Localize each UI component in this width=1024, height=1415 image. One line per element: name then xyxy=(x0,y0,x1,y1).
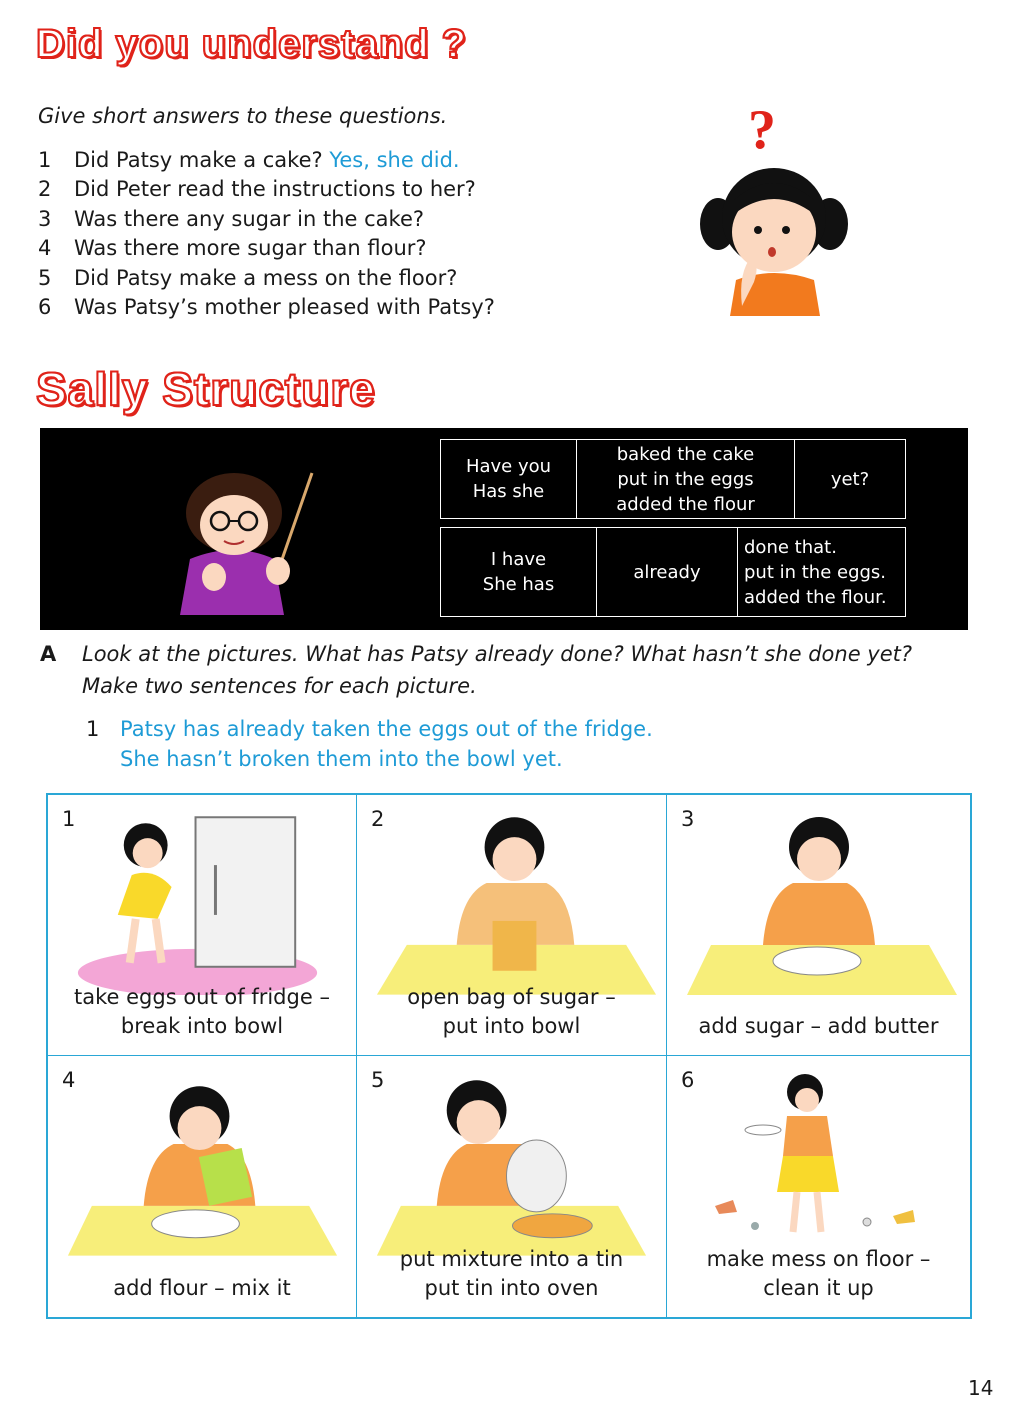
picture-number: 3 xyxy=(681,807,695,831)
caption-line: clean it up xyxy=(763,1276,874,1300)
example-sentence: She hasn’t broken them into the bowl yet. xyxy=(120,747,563,771)
question-text: Was there any sugar in the cake? xyxy=(74,206,425,231)
cell-line: done that. xyxy=(744,536,837,558)
question-item xyxy=(38,205,495,234)
cell-line: already xyxy=(633,561,701,583)
section-title-sally-structure: Sally Structure xyxy=(36,363,376,415)
example-number: 1 xyxy=(86,717,100,741)
cell-line: Has she xyxy=(472,481,545,502)
picture-cell xyxy=(357,795,667,1056)
cell-line: added the flour xyxy=(616,493,755,515)
caption-line: add sugar – add butter xyxy=(698,1014,939,1038)
cell-line: put in the eggs xyxy=(617,468,754,490)
caption-line: break into bowl xyxy=(120,1014,284,1038)
caption-line: add flour – mix it xyxy=(113,1276,291,1300)
caption-line: make mess on floor – xyxy=(706,1247,931,1271)
example-line xyxy=(86,714,653,744)
page-number: 14 xyxy=(968,1376,994,1400)
table-cell xyxy=(795,440,905,518)
picture-caption xyxy=(667,1245,970,1303)
question-text: Did Peter read the instructions to her? xyxy=(74,177,476,202)
questions-instruction: Give short answers to these questions. xyxy=(38,104,448,128)
picture-number: 5 xyxy=(371,1068,385,1092)
picture-cell xyxy=(667,795,970,1056)
picture-caption xyxy=(357,983,666,1041)
svg-text:?: ? xyxy=(748,99,776,161)
picture-cell xyxy=(667,1056,970,1317)
example-line xyxy=(86,744,653,774)
example-answer xyxy=(86,714,653,774)
exercise-instruction: Look at the pictures. What has Patsy already done? What hasn’t she done yet? Make two sentences for each picture. xyxy=(82,642,913,698)
question-text: Was there more sugar than flour? xyxy=(74,236,427,261)
caption-line: open bag of sugar – xyxy=(407,985,616,1009)
adding-sugar-scene-picture xyxy=(667,795,970,995)
cell-lines xyxy=(616,442,755,517)
cell-line: yet? xyxy=(830,468,870,490)
picture-caption xyxy=(357,1245,666,1303)
question-number: 3 xyxy=(38,206,52,231)
cell-line: She has xyxy=(482,574,555,595)
question-text: Was Patsy’s mother pleased with Patsy? xyxy=(74,295,495,320)
question-number: 2 xyxy=(38,177,52,202)
question-item xyxy=(38,293,495,322)
cell-lines xyxy=(466,454,551,504)
section-title-did-you-understand: Did you understand ? xyxy=(36,22,468,66)
caption-line: put into bowl xyxy=(442,1014,581,1038)
question-number: 1 xyxy=(38,148,52,172)
question-number: 5 xyxy=(38,265,52,290)
caption-line: put mixture into a tin xyxy=(399,1247,624,1271)
picture-number: 1 xyxy=(62,807,76,831)
cell-lines xyxy=(483,547,554,597)
fridge-scene-picture xyxy=(48,795,356,995)
sally-teacher-illustration xyxy=(150,455,320,615)
thinking-girl-illustration xyxy=(690,96,860,316)
cell-line: added the flour. xyxy=(744,586,887,608)
picture-caption xyxy=(667,1012,970,1041)
cell-lines xyxy=(744,535,887,610)
question-item xyxy=(38,264,495,293)
exercise-letter: A xyxy=(40,642,57,666)
question-text: Did Patsy make a mess on the floor? xyxy=(74,265,458,290)
question-text: Did Patsy make a cake? xyxy=(74,148,323,172)
table-cell xyxy=(441,440,577,518)
sugar-bag-scene-picture xyxy=(357,795,666,995)
question-item xyxy=(38,175,495,204)
cell-line: put in the eggs. xyxy=(744,561,887,583)
picture-number: 6 xyxy=(681,1068,695,1092)
cell-line: baked the cake xyxy=(616,443,755,465)
table-cell xyxy=(738,528,905,616)
caption-line: take eggs out of fridge – xyxy=(74,985,330,1009)
structure-table-answer xyxy=(440,527,906,617)
adding-flour-scene-picture xyxy=(48,1056,356,1256)
table-cell xyxy=(577,440,795,518)
cell-line: I have xyxy=(490,549,547,570)
question-number: 4 xyxy=(38,236,52,261)
table-cell xyxy=(597,528,738,616)
caption-line: put tin into oven xyxy=(424,1276,599,1300)
cell-line: Have you xyxy=(465,456,552,477)
mess-floor-scene-picture xyxy=(667,1056,970,1256)
question-list xyxy=(38,146,495,322)
picture-caption xyxy=(48,983,356,1041)
picture-number: 2 xyxy=(371,807,385,831)
structure-table-question xyxy=(440,439,906,519)
example-sentence: Patsy has already taken the eggs out of the fridge. xyxy=(120,717,653,741)
picture-caption xyxy=(48,1274,356,1303)
table-cell xyxy=(441,528,597,616)
picture-cell xyxy=(48,795,357,1056)
mixture-tin-scene-picture xyxy=(357,1056,666,1256)
picture-cell xyxy=(48,1056,357,1317)
question-item xyxy=(38,146,495,175)
sample-answer: Yes, she did. xyxy=(329,148,460,172)
picture-cell xyxy=(357,1056,667,1317)
question-number: 6 xyxy=(38,295,52,320)
question-item xyxy=(38,234,495,263)
picture-grid xyxy=(46,793,972,1319)
picture-number: 4 xyxy=(62,1068,76,1092)
